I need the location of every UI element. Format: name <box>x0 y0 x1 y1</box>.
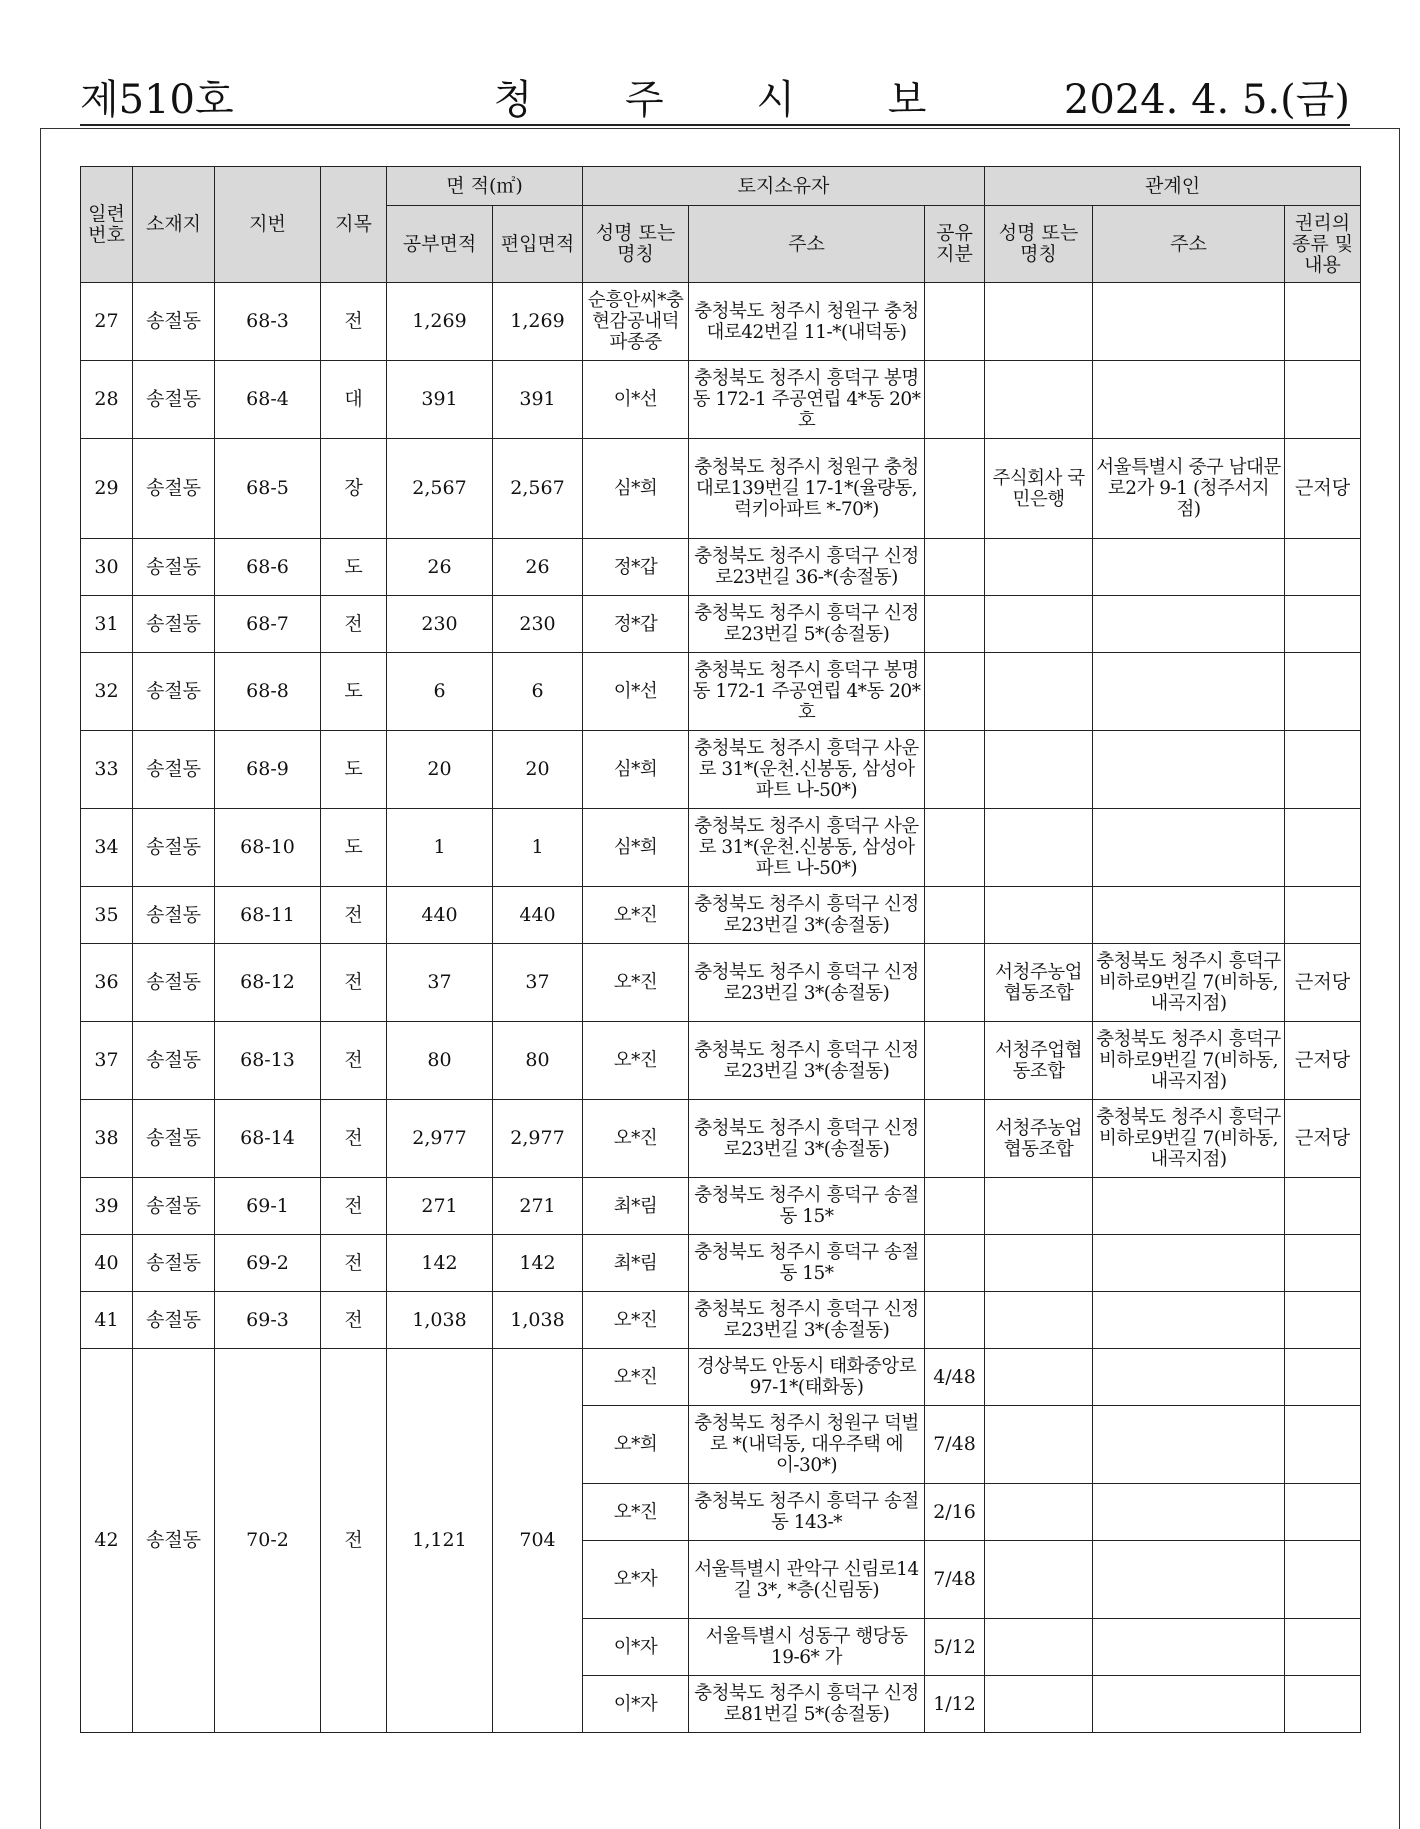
cell-share <box>925 944 985 1022</box>
cell-seq: 36 <box>81 944 133 1022</box>
cell-seq: 28 <box>81 361 133 439</box>
table-row <box>81 1349 1361 1406</box>
cell-share <box>925 653 985 731</box>
cell-owner-name: 정*갑 <box>583 539 689 596</box>
cell-included-area: 80 <box>493 1022 583 1100</box>
cell-category: 전 <box>321 596 387 653</box>
cell-related-address <box>1093 1484 1285 1541</box>
cell-related-name: 주식회사 국민은행 <box>985 439 1093 539</box>
cell-location: 송절동 <box>133 1022 215 1100</box>
cell-related-name: 서청주농업협동조합 <box>985 1100 1093 1178</box>
cell-category: 전 <box>321 1349 387 1733</box>
cell-seq: 42 <box>81 1349 133 1733</box>
cell-related-name: 서청주업협동조합 <box>985 1022 1093 1100</box>
cell-lot: 69-2 <box>215 1235 321 1292</box>
cell-owner-address: 충청북도 청주시 흥덕구 신정로23번길 3*(송절동) <box>689 887 925 944</box>
cell-seq: 40 <box>81 1235 133 1292</box>
cell-related-address <box>1093 1541 1285 1619</box>
cell-location: 송절동 <box>133 1292 215 1349</box>
cell-official-area: 20 <box>387 731 493 809</box>
cell-seq: 37 <box>81 1022 133 1100</box>
cell-owner-address: 충청북도 청주시 흥덕구 신정로23번길 3*(송절동) <box>689 1292 925 1349</box>
cell-share <box>925 1292 985 1349</box>
cell-owner-address: 충청북도 청주시 흥덕구 봉명동 172-1 주공연립 4*동 20*호 <box>689 361 925 439</box>
cell-share <box>925 887 985 944</box>
cell-seq: 39 <box>81 1178 133 1235</box>
cell-location: 송절동 <box>133 596 215 653</box>
cell-related-address <box>1093 653 1285 731</box>
cell-location: 송절동 <box>133 361 215 439</box>
table-row <box>81 944 1361 1022</box>
header-official-area: 공부면적 <box>387 206 493 283</box>
table-row <box>81 539 1361 596</box>
cell-location: 송절동 <box>133 944 215 1022</box>
cell-lot: 68-11 <box>215 887 321 944</box>
cell-share <box>925 1100 985 1178</box>
cell-official-area: 230 <box>387 596 493 653</box>
cell-related-name <box>985 1676 1093 1733</box>
title-char: 주 <box>625 77 664 123</box>
cell-share <box>925 596 985 653</box>
cell-location: 송절동 <box>133 653 215 731</box>
cell-related-name <box>985 887 1093 944</box>
cell-related-name <box>985 809 1093 887</box>
cell-related-address: 충청북도 청주시 흥덕구 비하로9번길 7(비하동, 내곡지점) <box>1093 1100 1285 1178</box>
cell-lot: 68-6 <box>215 539 321 596</box>
cell-official-area: 1,269 <box>387 283 493 361</box>
cell-included-area: 230 <box>493 596 583 653</box>
cell-location: 송절동 <box>133 439 215 539</box>
table-row <box>81 1235 1361 1292</box>
header-related-address: 주소 <box>1093 206 1285 283</box>
cell-lot: 68-4 <box>215 361 321 439</box>
cell-rights <box>1285 887 1361 944</box>
header-seq: 일련번호 <box>81 167 133 283</box>
table-row <box>81 731 1361 809</box>
cell-rights <box>1285 596 1361 653</box>
cell-share: 7/48 <box>925 1541 985 1619</box>
cell-seq: 27 <box>81 283 133 361</box>
cell-owner-name: 이*선 <box>583 361 689 439</box>
cell-rights <box>1285 1541 1361 1619</box>
cell-related-address <box>1093 731 1285 809</box>
cell-official-area: 391 <box>387 361 493 439</box>
cell-rights <box>1285 1349 1361 1406</box>
cell-category: 전 <box>321 1100 387 1178</box>
cell-share: 5/12 <box>925 1619 985 1676</box>
cell-lot: 68-7 <box>215 596 321 653</box>
cell-lot: 68-5 <box>215 439 321 539</box>
cell-category: 전 <box>321 1292 387 1349</box>
cell-related-address: 충청북도 청주시 흥덕구 비하로9번길 7(비하동, 내곡지점) <box>1093 944 1285 1022</box>
cell-seq: 38 <box>81 1100 133 1178</box>
cell-related-name <box>985 1406 1093 1484</box>
cell-related-address <box>1093 1349 1285 1406</box>
cell-lot: 69-1 <box>215 1178 321 1235</box>
cell-included-area: 1,269 <box>493 283 583 361</box>
cell-official-area: 37 <box>387 944 493 1022</box>
cell-official-area: 2,977 <box>387 1100 493 1178</box>
header-rights: 권리의 종류 및 내용 <box>1285 206 1361 283</box>
cell-category: 전 <box>321 283 387 361</box>
cell-rights <box>1285 1178 1361 1235</box>
header-rule <box>80 124 1350 126</box>
cell-category: 도 <box>321 539 387 596</box>
cell-owner-name: 오*자 <box>583 1541 689 1619</box>
cell-included-area: 704 <box>493 1349 583 1733</box>
cell-included-area: 142 <box>493 1235 583 1292</box>
cell-owner-address: 충청북도 청주시 흥덕구 신정로81번길 5*(송절동) <box>689 1676 925 1733</box>
header-related-group: 관계인 <box>985 167 1361 206</box>
cell-lot: 68-12 <box>215 944 321 1022</box>
cell-related-name <box>985 1178 1093 1235</box>
cell-rights <box>1285 731 1361 809</box>
table-row <box>81 361 1361 439</box>
cell-related-address <box>1093 596 1285 653</box>
cell-official-area: 6 <box>387 653 493 731</box>
cell-related-address <box>1093 361 1285 439</box>
cell-rights: 근저당 <box>1285 1100 1361 1178</box>
cell-related-address <box>1093 1178 1285 1235</box>
cell-category: 전 <box>321 944 387 1022</box>
cell-owner-name: 오*진 <box>583 1100 689 1178</box>
cell-included-area: 2,567 <box>493 439 583 539</box>
cell-seq: 29 <box>81 439 133 539</box>
cell-rights <box>1285 809 1361 887</box>
cell-lot: 68-14 <box>215 1100 321 1178</box>
cell-official-area: 2,567 <box>387 439 493 539</box>
cell-owner-address: 충청북도 청주시 흥덕구 신정로23번길 3*(송절동) <box>689 1022 925 1100</box>
cell-official-area: 142 <box>387 1235 493 1292</box>
cell-location: 송절동 <box>133 539 215 596</box>
cell-lot: 68-13 <box>215 1022 321 1100</box>
cell-owner-name: 최*림 <box>583 1235 689 1292</box>
land-register-table <box>80 166 1361 1733</box>
cell-location: 송절동 <box>133 1349 215 1733</box>
cell-owner-name: 최*림 <box>583 1178 689 1235</box>
cell-included-area: 26 <box>493 539 583 596</box>
cell-share <box>925 731 985 809</box>
cell-lot: 68-8 <box>215 653 321 731</box>
cell-location: 송절동 <box>133 809 215 887</box>
cell-owner-address: 충청북도 청주시 흥덕구 송절동 15* <box>689 1178 925 1235</box>
cell-lot: 68-9 <box>215 731 321 809</box>
cell-included-area: 391 <box>493 361 583 439</box>
cell-rights <box>1285 1235 1361 1292</box>
title-char: 보 <box>887 77 927 123</box>
cell-related-name <box>985 1292 1093 1349</box>
header-owner-address: 주소 <box>689 206 925 283</box>
table-row <box>81 809 1361 887</box>
cell-location: 송절동 <box>133 1235 215 1292</box>
cell-owner-name: 순흥안씨*충현감공내덕파종중 <box>583 283 689 361</box>
cell-related-address <box>1093 809 1285 887</box>
cell-category: 대 <box>321 361 387 439</box>
cell-owner-name: 심*희 <box>583 439 689 539</box>
cell-owner-address: 충청북도 청주시 흥덕구 사운로 31*(운천.신봉동, 삼성아파트 나-50*) <box>689 809 925 887</box>
cell-official-area: 440 <box>387 887 493 944</box>
cell-related-address <box>1093 1235 1285 1292</box>
cell-official-area: 1,121 <box>387 1349 493 1733</box>
cell-location: 송절동 <box>133 887 215 944</box>
title-char: 시 <box>756 77 795 123</box>
cell-rights <box>1285 653 1361 731</box>
cell-owner-name: 오*진 <box>583 1349 689 1406</box>
cell-rights <box>1285 1292 1361 1349</box>
cell-owner-address: 충청북도 청주시 흥덕구 신정로23번길 36-*(송절동) <box>689 539 925 596</box>
table-row <box>81 1292 1361 1349</box>
cell-related-name <box>985 1349 1093 1406</box>
cell-owner-address: 충청북도 청주시 흥덕구 봉명동 172-1 주공연립 4*동 20*호 <box>689 653 925 731</box>
cell-rights: 근저당 <box>1285 944 1361 1022</box>
cell-owner-address: 충청북도 청주시 흥덕구 신정로23번길 5*(송절동) <box>689 596 925 653</box>
cell-owner-address: 충청북도 청주시 흥덕구 송절동 15* <box>689 1235 925 1292</box>
table-row <box>81 887 1361 944</box>
cell-owner-address: 충청북도 청주시 청원구 덕벌로 *(내덕동, 대우주택 에이-30*) <box>689 1406 925 1484</box>
table-row <box>81 596 1361 653</box>
cell-seq: 35 <box>81 887 133 944</box>
cell-official-area: 1,038 <box>387 1292 493 1349</box>
cell-location: 송절동 <box>133 1100 215 1178</box>
cell-related-address <box>1093 539 1285 596</box>
cell-share <box>925 283 985 361</box>
cell-share <box>925 539 985 596</box>
cell-included-area: 37 <box>493 944 583 1022</box>
cell-related-address <box>1093 887 1285 944</box>
cell-rights <box>1285 283 1361 361</box>
cell-rights <box>1285 361 1361 439</box>
cell-owner-name: 오*희 <box>583 1406 689 1484</box>
cell-owner-address: 충청북도 청주시 흥덕구 신정로23번길 3*(송절동) <box>689 1100 925 1178</box>
publication-date: 2024. 4. 5.(금) <box>1063 77 1350 123</box>
cell-seq: 31 <box>81 596 133 653</box>
cell-share <box>925 809 985 887</box>
title-char: 청 <box>493 77 533 123</box>
cell-category: 도 <box>321 731 387 809</box>
cell-owner-address: 서울특별시 관악구 신림로14길 3*, *층(신림동) <box>689 1541 925 1619</box>
table-row <box>81 653 1361 731</box>
table-row <box>81 1022 1361 1100</box>
cell-included-area: 6 <box>493 653 583 731</box>
cell-category: 도 <box>321 809 387 887</box>
cell-share: 1/12 <box>925 1676 985 1733</box>
cell-related-address <box>1093 1292 1285 1349</box>
cell-category: 장 <box>321 439 387 539</box>
cell-included-area: 2,977 <box>493 1100 583 1178</box>
header-owner-name: 성명 또는 명칭 <box>583 206 689 283</box>
cell-owner-address: 충청북도 청주시 흥덕구 사운로 31*(운천.신봉동, 삼성아파트 나-50*) <box>689 731 925 809</box>
cell-share: 4/48 <box>925 1349 985 1406</box>
cell-seq: 34 <box>81 809 133 887</box>
header-included-area: 편입면적 <box>493 206 583 283</box>
cell-related-address <box>1093 1406 1285 1484</box>
cell-seq: 33 <box>81 731 133 809</box>
cell-related-name <box>985 283 1093 361</box>
cell-owner-address: 충청북도 청주시 청원구 충청대로42번길 11-*(내덕동) <box>689 283 925 361</box>
table-row <box>81 1100 1361 1178</box>
cell-share: 7/48 <box>925 1406 985 1484</box>
cell-related-address: 충청북도 청주시 흥덕구 비하로9번길 7(비하동, 내곡지점) <box>1093 1022 1285 1100</box>
cell-owner-address: 충청북도 청주시 흥덕구 송절동 143-* <box>689 1484 925 1541</box>
cell-location: 송절동 <box>133 1178 215 1235</box>
cell-official-area: 1 <box>387 809 493 887</box>
cell-location: 송절동 <box>133 283 215 361</box>
cell-owner-name: 오*진 <box>583 1022 689 1100</box>
cell-included-area: 271 <box>493 1178 583 1235</box>
cell-owner-name: 정*갑 <box>583 596 689 653</box>
cell-rights: 근저당 <box>1285 439 1361 539</box>
cell-official-area: 80 <box>387 1022 493 1100</box>
header-owner-group: 토지소유자 <box>583 167 985 206</box>
table-row <box>81 283 1361 361</box>
cell-lot: 70-2 <box>215 1349 321 1733</box>
cell-share <box>925 1178 985 1235</box>
cell-included-area: 20 <box>493 731 583 809</box>
header-related-name: 성명 또는 명칭 <box>985 206 1093 283</box>
header-category: 지목 <box>321 167 387 283</box>
cell-related-name <box>985 1484 1093 1541</box>
cell-share <box>925 1235 985 1292</box>
cell-rights: 근저당 <box>1285 1022 1361 1100</box>
cell-included-area: 440 <box>493 887 583 944</box>
cell-related-name <box>985 731 1093 809</box>
cell-share <box>925 1022 985 1100</box>
cell-related-address <box>1093 1676 1285 1733</box>
cell-category: 전 <box>321 1022 387 1100</box>
cell-owner-address: 충청북도 청주시 청원구 충청대로139번길 17-1*(율량동, 럭키아파트 *-70*) <box>689 439 925 539</box>
cell-owner-name: 심*희 <box>583 731 689 809</box>
cell-share <box>925 361 985 439</box>
cell-related-name <box>985 653 1093 731</box>
cell-official-area: 26 <box>387 539 493 596</box>
cell-owner-name: 심*희 <box>583 809 689 887</box>
cell-related-address <box>1093 283 1285 361</box>
cell-owner-name: 오*진 <box>583 1484 689 1541</box>
cell-owner-name: 이*자 <box>583 1676 689 1733</box>
cell-owner-name: 오*진 <box>583 1292 689 1349</box>
cell-official-area: 271 <box>387 1178 493 1235</box>
cell-related-name <box>985 1619 1093 1676</box>
cell-category: 도 <box>321 653 387 731</box>
cell-location: 송절동 <box>133 731 215 809</box>
cell-seq: 32 <box>81 653 133 731</box>
cell-share: 2/16 <box>925 1484 985 1541</box>
cell-lot: 68-10 <box>215 809 321 887</box>
cell-rights <box>1285 539 1361 596</box>
cell-rights <box>1285 1676 1361 1733</box>
header-area-group: 면 적(㎡) <box>387 167 583 206</box>
table-row <box>81 439 1361 539</box>
cell-category: 전 <box>321 887 387 944</box>
cell-category: 전 <box>321 1235 387 1292</box>
cell-owner-name: 이*선 <box>583 653 689 731</box>
cell-owner-name: 오*진 <box>583 944 689 1022</box>
cell-owner-name: 오*진 <box>583 887 689 944</box>
cell-lot: 68-3 <box>215 283 321 361</box>
cell-related-address <box>1093 1619 1285 1676</box>
header-location: 소재지 <box>133 167 215 283</box>
cell-related-name <box>985 361 1093 439</box>
cell-seq: 41 <box>81 1292 133 1349</box>
cell-lot: 69-3 <box>215 1292 321 1349</box>
cell-included-area: 1 <box>493 809 583 887</box>
cell-related-name <box>985 539 1093 596</box>
cell-rights <box>1285 1406 1361 1484</box>
header-lot: 지번 <box>215 167 321 283</box>
cell-seq: 30 <box>81 539 133 596</box>
cell-related-name <box>985 596 1093 653</box>
cell-related-name: 서청주농업협동조합 <box>985 944 1093 1022</box>
cell-owner-address: 충청북도 청주시 흥덕구 신정로23번길 3*(송절동) <box>689 944 925 1022</box>
cell-rights <box>1285 1484 1361 1541</box>
header-share: 공유지분 <box>925 206 985 283</box>
cell-share <box>925 439 985 539</box>
cell-owner-address: 경상북도 안동시 태화중앙로 97-1*(태화동) <box>689 1349 925 1406</box>
cell-related-name <box>985 1235 1093 1292</box>
cell-related-address: 서울특별시 중구 남대문로2가 9-1 (청주서지점) <box>1093 439 1285 539</box>
cell-owner-address: 서울특별시 성동구 행당동 19-6* 가 <box>689 1619 925 1676</box>
cell-category: 전 <box>321 1178 387 1235</box>
cell-rights <box>1285 1619 1361 1676</box>
issue-number: 제510호 <box>80 77 234 123</box>
cell-related-name <box>985 1541 1093 1619</box>
table-row <box>81 1178 1361 1235</box>
cell-included-area: 1,038 <box>493 1292 583 1349</box>
cell-owner-name: 이*자 <box>583 1619 689 1676</box>
